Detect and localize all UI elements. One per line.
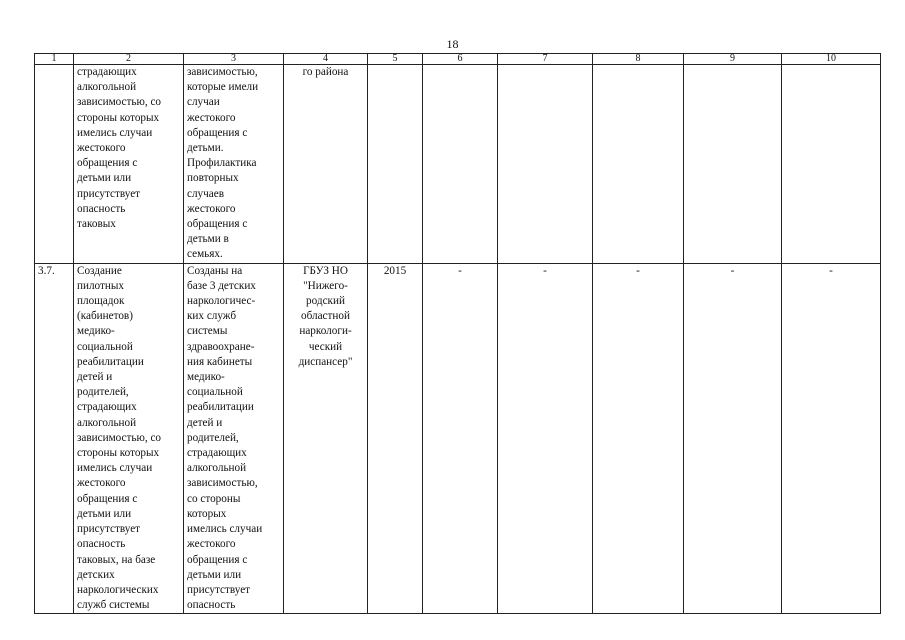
plan-table bbox=[34, 53, 881, 614]
cell-year: 2015 bbox=[368, 263, 423, 614]
column-header-2: 2 bbox=[74, 54, 184, 65]
column-header-7: 7 bbox=[498, 54, 593, 65]
cell-col9 bbox=[684, 65, 782, 264]
cell-col8: - bbox=[593, 263, 684, 614]
column-header-3: 3 bbox=[184, 54, 284, 65]
column-header-4: 4 bbox=[284, 54, 368, 65]
column-number-row bbox=[35, 54, 881, 65]
column-header-10: 10 bbox=[782, 54, 881, 65]
cell-col8 bbox=[593, 65, 684, 264]
cell-num bbox=[35, 65, 74, 264]
column-header-1: 1 bbox=[35, 54, 74, 65]
cell-num: 3.7. bbox=[35, 263, 74, 614]
cell-col6 bbox=[423, 65, 498, 264]
cell-activity: Создание пилотных площадок (кабинетов) медико- социальной реабилитации детей и родителей, страдающих алкогольной зависимостью, со стороны которых имелись случаи жестокого обращения с детьми или присутствует опасность таковых, на базе детских наркологических служб системы bbox=[74, 263, 184, 614]
cell-executor: го района bbox=[284, 65, 368, 264]
cell-description: Созданы на базе 3 детских наркологичес- ких служб системы здравоохране- ния кабинеты медико- социальной реабилитации детей и родителей, страдающих алкогольной зависимостью, со стороны которых имелись случаи жестокого обращения с детьми или присутствует опасность bbox=[184, 263, 284, 614]
column-header-9: 9 bbox=[684, 54, 782, 65]
cell-activity: страдающих алкогольной зависимостью, со стороны которых имелись случаи жестокого обращения с детьми или присутствует опасность таковых bbox=[74, 65, 184, 264]
cell-year bbox=[368, 65, 423, 264]
column-header-6: 6 bbox=[423, 54, 498, 65]
cell-description: зависимостью, которые имели случаи жестокого обращения с детьми. Профилактика повторных случаев жестокого обращения с детьми в семьях. bbox=[184, 65, 284, 264]
cell-col10: - bbox=[782, 263, 881, 614]
cell-col7: - bbox=[498, 263, 593, 614]
cell-col10 bbox=[782, 65, 881, 264]
cell-col9: - bbox=[684, 263, 782, 614]
table-row-continuation bbox=[35, 65, 881, 264]
column-header-8: 8 bbox=[593, 54, 684, 65]
cell-executor: ГБУЗ НО "Нижего- родский областной наркологи- ческий диспансер" bbox=[284, 263, 368, 614]
column-header-5: 5 bbox=[368, 54, 423, 65]
page-number: 18 bbox=[446, 37, 459, 51]
table-row-3-7 bbox=[35, 263, 881, 614]
cell-col6: - bbox=[423, 263, 498, 614]
cell-col7 bbox=[498, 65, 593, 264]
